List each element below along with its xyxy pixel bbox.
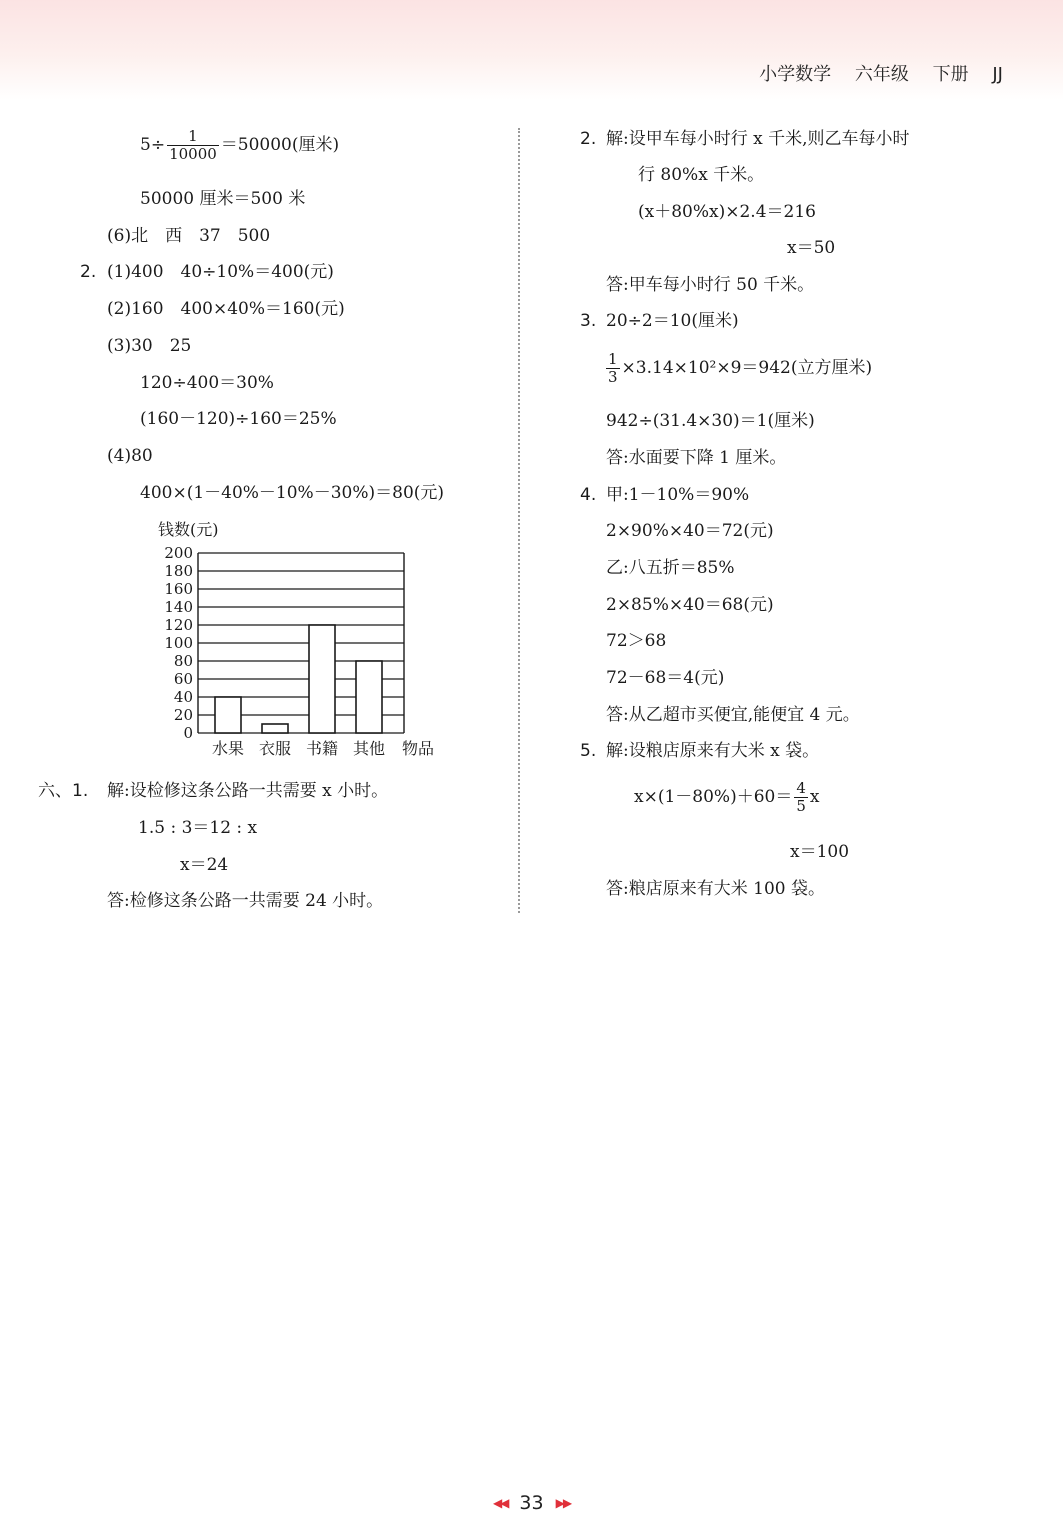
left-line-5: (2)160 400×40%＝160(元) xyxy=(107,299,345,319)
r-q4-line-6: 72－68＝4(元) xyxy=(606,668,725,688)
bar-其他 xyxy=(356,661,382,733)
left-line-2: 50000 厘米＝500 米 xyxy=(140,189,306,209)
r-q4-line-7: 答:从乙超市买便宜,能便宜 4 元。 xyxy=(606,705,860,725)
volume-label: 下册 xyxy=(932,64,969,85)
r-question-5-number: 5. xyxy=(580,741,597,761)
r-q2-line-1: 解:设甲车每小时行 x 千米,则乙车每小时 xyxy=(606,129,910,149)
fraction-denominator: 3 xyxy=(608,368,618,386)
left-line-4: (1)400 40÷10%＝400(元) xyxy=(107,262,334,282)
s6-line-4: 答:检修这条公路一共需要 24 小时。 xyxy=(107,891,384,911)
r-q3-line-2 xyxy=(604,351,872,386)
left-line-1 xyxy=(140,128,339,163)
fraction-4-5 xyxy=(794,780,808,815)
r-q4-line-5: 72＞68 xyxy=(606,631,667,651)
left-line-3: (6)北 西 37 500 xyxy=(107,226,271,246)
fraction-numerator: 1 xyxy=(167,128,219,146)
y-tick-80: 80 xyxy=(173,652,193,670)
r-q4-line-3: 乙:八五折＝85% xyxy=(606,558,735,578)
chart-xlabel: 物品 xyxy=(402,739,435,758)
subject-label: 小学数学 xyxy=(759,64,832,85)
prev-arrows-icon: ◀◀ xyxy=(492,1496,508,1510)
s6-line-3: x＝24 xyxy=(180,855,229,875)
r-q3-line-2-text: ×3.14×10²×9＝942(立方厘米) xyxy=(621,358,873,378)
r-q5-line-2-post: x xyxy=(809,787,820,807)
r-q4-line-4: 2×85%×40＝68(元) xyxy=(606,595,774,615)
r-q4-line-1: 甲:1－10%＝90% xyxy=(606,485,750,505)
y-tick-40: 40 xyxy=(173,688,193,706)
r-question-2-number: 2. xyxy=(580,129,597,149)
page-footer xyxy=(0,1492,1063,1514)
r-q2-line-2: 行 80%x 千米。 xyxy=(638,165,765,185)
y-tick-180: 180 xyxy=(164,562,193,580)
fraction-numerator: 1 xyxy=(608,350,618,368)
s6-line-2: 1.5 : 3＝12 : x xyxy=(138,818,258,838)
left-line-1-pre: 5÷ xyxy=(140,135,166,155)
r-q3-line-1: 20÷2＝10(厘米) xyxy=(606,311,739,331)
y-tick-200: 200 xyxy=(164,544,193,562)
fraction-1-10000 xyxy=(167,128,219,163)
page-number: 33 xyxy=(519,1492,544,1514)
column-divider xyxy=(518,128,520,913)
fraction-1-3 xyxy=(606,351,620,386)
r-q2-line-4: x＝50 xyxy=(787,238,836,258)
r-q2-line-5: 答:甲车每小时行 50 千米。 xyxy=(606,275,815,295)
edition-label: JJ xyxy=(992,64,1003,85)
y-tick-100: 100 xyxy=(164,634,193,652)
y-tick-120: 120 xyxy=(164,616,193,634)
r-q5-line-2 xyxy=(634,780,819,815)
r-q5-line-4: 答:粮店原来有大米 100 袋。 xyxy=(606,879,825,899)
next-arrows-icon: ▶▶ xyxy=(555,1496,571,1510)
fraction-denominator: 10000 xyxy=(169,145,217,163)
left-line-6: (3)30 25 xyxy=(107,336,192,356)
fraction-denominator: 5 xyxy=(796,797,806,815)
x-tick-书籍: 书籍 xyxy=(305,739,339,758)
page-header xyxy=(741,60,1003,86)
fraction-numerator: 4 xyxy=(796,779,806,797)
r-q3-line-4: 答:水面要下降 1 厘米。 xyxy=(606,448,787,468)
left-line-7: 120÷400＝30% xyxy=(140,373,274,393)
section-6-number: 六、1. xyxy=(38,781,89,801)
y-tick-160: 160 xyxy=(164,580,193,598)
chart-xticks xyxy=(212,739,385,758)
question-2-number: 2. xyxy=(80,262,97,282)
r-question-3-number: 3. xyxy=(580,311,597,331)
left-line-10: 400×(1－40%－10%－30%)＝80(元) xyxy=(140,483,445,503)
bar-chart xyxy=(130,515,450,760)
r-q4-line-2: 2×90%×40＝72(元) xyxy=(606,521,774,541)
y-tick-140: 140 xyxy=(164,598,193,616)
y-tick-20: 20 xyxy=(173,706,193,724)
bar-衣服 xyxy=(262,724,288,733)
x-tick-其他: 其他 xyxy=(352,739,386,758)
left-line-1-post: ＝50000(厘米) xyxy=(220,135,340,155)
bar-书籍 xyxy=(309,625,335,733)
chart-ylabel: 钱数(元) xyxy=(158,520,219,539)
x-tick-水果: 水果 xyxy=(211,739,245,758)
grade-label: 六年级 xyxy=(854,64,909,85)
s6-line-1: 解:设检修这条公路一共需要 x 小时。 xyxy=(107,781,389,801)
r-q5-line-1: 解:设粮店原来有大米 x 袋。 xyxy=(606,741,820,761)
r-question-4-number: 4. xyxy=(580,485,597,505)
r-q3-line-3: 942÷(31.4×30)＝1(厘米) xyxy=(606,411,815,431)
left-line-9: (4)80 xyxy=(107,446,153,466)
y-tick-0: 0 xyxy=(183,724,193,742)
r-q2-line-3: (x＋80%x)×2.4＝216 xyxy=(638,202,816,222)
r-q5-line-3: x＝100 xyxy=(790,842,850,862)
chart-yticks xyxy=(164,544,193,742)
y-tick-60: 60 xyxy=(173,670,193,688)
x-tick-衣服: 衣服 xyxy=(258,739,292,758)
left-line-8: (160－120)÷160＝25% xyxy=(140,409,337,429)
bar-水果 xyxy=(215,697,241,733)
r-q5-line-2-pre: x×(1－80%)＋60＝ xyxy=(634,787,793,807)
